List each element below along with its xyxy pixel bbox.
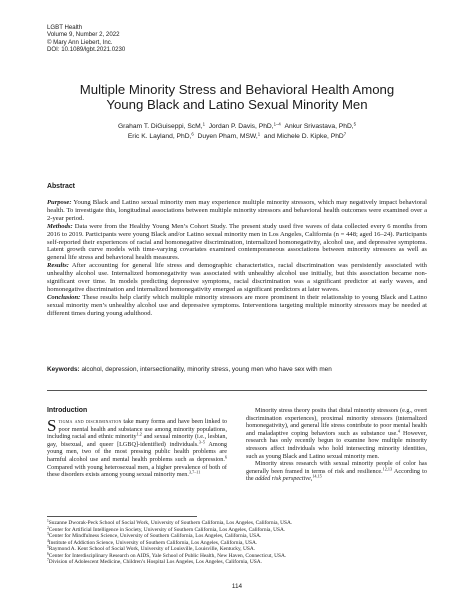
- citation: 14,15: [312, 473, 322, 479]
- conclusion-label: Conclusion:: [47, 293, 81, 301]
- abstract-methods: Methods: Data were from the Healthy Young Men’s Cohort Study. The present study used five waves of data collected every 6 months from 2016 to 2019. Participants were young Black and/or Latino sexual minority men in Los Angeles, California (n = 448; aged 16–24). Participants self-reported their experiences of racial and homonegative discrimination, internalized homonegativity, alcohol use, and depressive symptoms. Latent growth curve models with time-varying covariates examined contemporaneous associations between minority stressors as well as general life stress and behavioral health measures.: [47, 222, 428, 262]
- citation: 12,13: [382, 466, 393, 472]
- keywords: [47, 366, 427, 374]
- citation: 3,7–11: [188, 469, 201, 475]
- affiliation-ref: 5: [353, 121, 357, 127]
- abstract-conclusion: Conclusion: These results help clarify which multiple minority stressors are more prominent in their relationship to young Black and Latino sexual minority men’s unhealthy alcohol use and depressive symptoms. Interventions targeting multiple minority stressors may be needed at different times during young adulthood.: [47, 293, 427, 317]
- author: Jordan P. Davis, PhD,$^{1-4}$: [208, 121, 281, 130]
- affiliation-ref: 6: [191, 131, 194, 137]
- copyright: © Mary Ann Liebert, Inc.: [47, 38, 113, 46]
- left-column: [47, 418, 227, 479]
- title-line-1: Multiple Minority Stress and Behavioral Health Among: [79, 82, 395, 97]
- journal-header: [47, 24, 125, 53]
- abstract-results: Results: After accounting for general life stress and demographic characteristics, racial discrimination was persistently associated with unhealthy alcohol use. Internalized homonegativity was associated with unhealthy alcohol use initially, but this association became non-significant over time. In models predicting depressive symptoms, racial discrimination was a significant predictor at early waves, and homonegative discrimination and internalized homonegativity emerged as significant predictors at later waves.: [47, 262, 427, 293]
- drop-cap: S: [47, 416, 57, 435]
- footnote: $^5$Raymond A. Kent School of Social Work, University of Louisville, Louisville, Kentucky, USA.: [47, 545, 256, 552]
- footnote: $^4$Institute of Addiction Science, University of Southern California, Los Angeles, California, USA.: [47, 538, 258, 546]
- results-label: Results:: [47, 262, 69, 270]
- page-number: 114: [231, 583, 243, 590]
- keywords-text: alcohol, depression, intersectionality, minority stress, young men who have sex with men: [81, 366, 332, 373]
- right-paragraph-1: Minority stress theory posits that distal minority stressors (e.g., overt discrimination experiences), proximal minority stressors (internalized homonegativity), and general life stress contribute to poor mental health and maladaptive coping behaviors such as substance use.$^4$ However, research has only recently begun to examine how multiple minority stressors affect individuals who hold intersecting minority identities, such as young Black and Latino sexual minority men.: [246, 407, 427, 460]
- purpose-label: Purpose:: [47, 199, 72, 206]
- footnote-divider: [47, 516, 197, 517]
- citation: 1,2: [136, 431, 142, 437]
- footnote: $^7$Division of Adolescent Medicine, Children’s Hospital Los Angeles, Los Angeles, California, USA.: [47, 558, 262, 565]
- added-risk-term: added risk perspective: [255, 475, 311, 483]
- author: Graham T. DiGuiseppi, ScM,$^1$: [117, 121, 205, 130]
- abstract-body: [47, 199, 427, 318]
- doi: DOI: 10.1089/lgbt.2021.0230: [47, 45, 126, 53]
- citation: 3–5: [198, 439, 205, 445]
- footnote: $^1$Suzanne Dworak-Peck School of Social Work, University of Southern California, Los Angeles, California, USA.: [47, 519, 293, 526]
- abstract-heading: Abstract: [47, 183, 75, 190]
- author-list: [40, 122, 434, 141]
- citation: 4: [397, 428, 400, 434]
- citation: 6: [224, 454, 227, 460]
- introduction-heading: Introduction: [47, 407, 88, 414]
- author: Eric K. Layland, PhD,$^6$: [127, 131, 194, 140]
- lead-in: tigma and discrimination: [58, 418, 122, 425]
- section-divider: [47, 390, 427, 391]
- author: and Michele D. Kipke, PhD$^7$: [263, 131, 347, 140]
- article-title: [40, 82, 434, 113]
- methods-label: Methods:: [47, 222, 73, 230]
- intro-paragraph-1: Stigma and discrimination take many forms and have been linked to poor mental health and substance use among minority populations, including racial and ethnic minority$^{1,2}$ and sexual minority (i.e., lesbian, gay, bisexual, and queer [LGBQ]-identified) individuals.$^{3-5}$ Among young men, two of the most pressing public health problems are harmful alcohol use and mental health problems such as depression.$^6$ Compared with young heterosexual men, a higher prevalence of both of these disorders exists among young sexual minority men.$^{3,7-11}$: [47, 416, 228, 479]
- right-paragraph-2: Minority stress research with sexual minority people of color has generally been framed in terms of risk and resilience.$^{12,13}$ According to the added risk perspective,$^{14,15}$: [246, 460, 427, 483]
- abstract-purpose: Purpose: Young Black and Latino sexual minority men may experience multiple minority stressors, which may negatively impact behavioral health. To investigate this, longitudinal associations between multiple minority stressors and behavioral health outcomes were examined over a 2-year period.: [47, 199, 427, 222]
- affiliation-ref: 1–4: [273, 121, 281, 127]
- author: Duyen Pham, MSW,$^1$: [197, 131, 261, 140]
- author: Ankur Srivastava, PhD,$^5$: [284, 121, 357, 130]
- affiliation-ref: 1: [202, 121, 205, 127]
- volume-issue: Volume 9, Number 2, 2022: [47, 31, 120, 39]
- footnote: $^2$Center for Artificial Intelligence in Society, University of Southern California, Los Angeles, California, USA.: [47, 525, 286, 533]
- title-line-2: Young Black and Latino Sexual Minority Men: [106, 97, 368, 113]
- footnote: $^6$Center for Interdisciplinary Research on AIDS, Yale School of Public Health, New Haven, Connecticut, USA.: [47, 551, 287, 559]
- keywords-label: Keywords:: [47, 366, 80, 373]
- journal-name: LGBT Health: [47, 24, 83, 31]
- affiliation-ref: 7: [343, 131, 347, 137]
- affiliations-footnotes: [47, 520, 427, 566]
- right-column: [246, 407, 427, 483]
- affiliation-ref: 1: [257, 131, 261, 137]
- footnote: $^3$Center for Mindfulness Science, University of Southern California, Los Angeles, California, USA.: [47, 532, 262, 539]
